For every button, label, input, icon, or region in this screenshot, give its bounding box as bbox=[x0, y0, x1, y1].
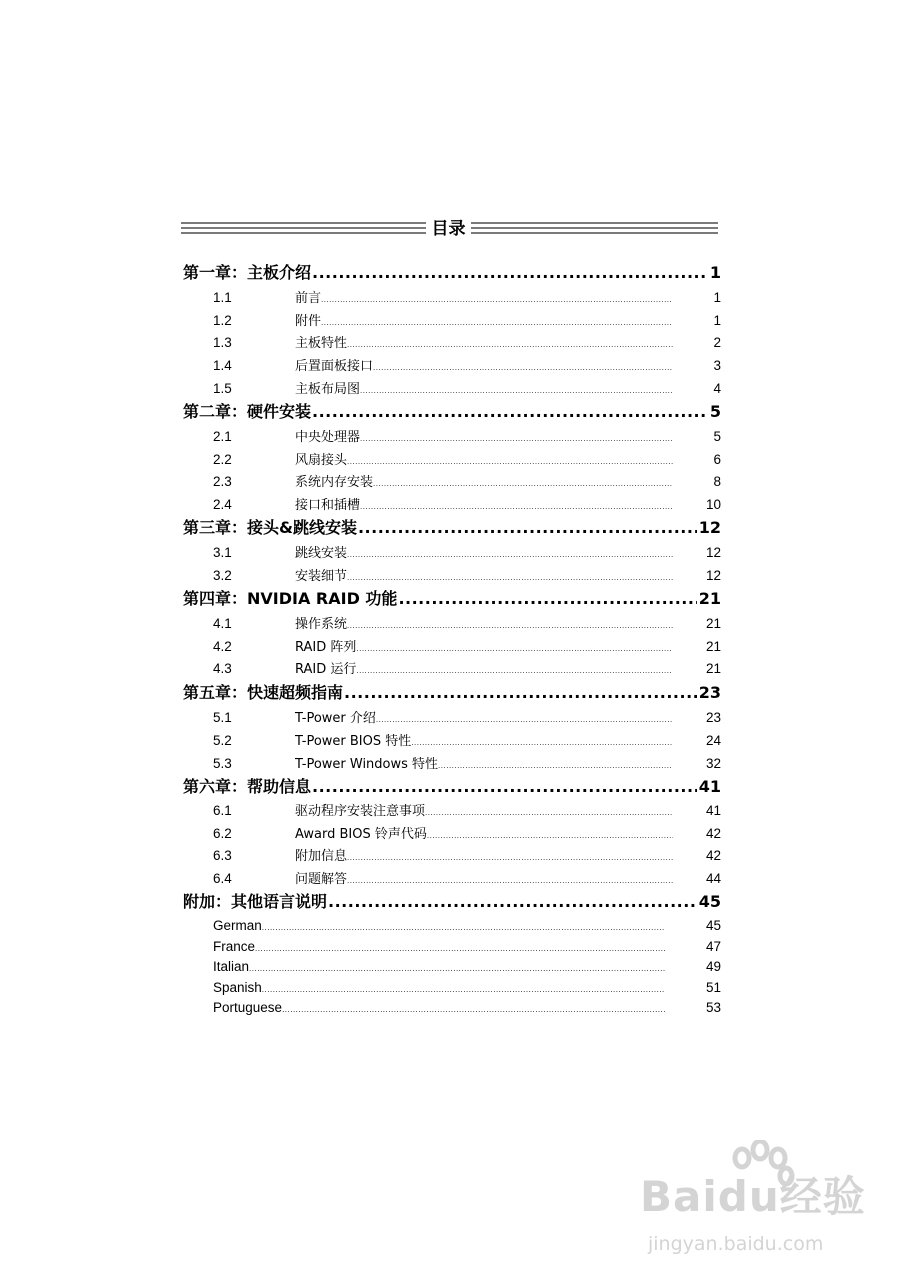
leader-dots bbox=[373, 357, 673, 379]
section-title: 后置面板接口 bbox=[295, 359, 374, 374]
section-page-number: 42 bbox=[705, 848, 721, 863]
section-title: 跳线安装 bbox=[295, 546, 348, 561]
section-number: 2.2 bbox=[213, 452, 232, 467]
section-row[interactable] bbox=[213, 449, 721, 471]
chapter-page-number: 1 bbox=[709, 263, 721, 282]
chapter-row[interactable] bbox=[183, 775, 721, 799]
section-row[interactable] bbox=[213, 800, 721, 822]
section-number: 1.4 bbox=[213, 358, 232, 373]
language-name: France bbox=[213, 939, 256, 954]
chapter-title: 第二章：硬件安装 bbox=[183, 402, 312, 421]
section-title: Award BIOS 铃声代码 bbox=[295, 827, 427, 842]
section-number: 2.1 bbox=[213, 429, 232, 444]
toc-title: 目录 bbox=[431, 219, 466, 239]
section-row[interactable] bbox=[213, 542, 721, 564]
leader-dots bbox=[356, 638, 673, 660]
leader-dots bbox=[360, 496, 673, 518]
section-number: 3.2 bbox=[213, 568, 232, 583]
chapter-row[interactable] bbox=[183, 587, 721, 611]
watermark-brand: Baidu经验 bbox=[640, 1172, 866, 1221]
section-row[interactable] bbox=[213, 426, 721, 448]
section-page-number: 3 bbox=[713, 358, 721, 373]
section-row[interactable] bbox=[213, 378, 721, 400]
section-title: 驱动程序安装注意事项 bbox=[295, 804, 426, 819]
section-title: 操作系统 bbox=[295, 617, 348, 632]
language-page-number: 45 bbox=[705, 918, 721, 933]
leader-dots bbox=[411, 732, 673, 754]
section-number: 2.4 bbox=[213, 497, 232, 512]
section-number: 4.2 bbox=[213, 639, 232, 654]
section-page-number: 8 bbox=[713, 474, 721, 489]
chapter-row[interactable] bbox=[183, 400, 721, 424]
section-row[interactable] bbox=[213, 355, 721, 377]
section-page-number: 21 bbox=[705, 639, 721, 654]
section-number: 2.3 bbox=[213, 474, 232, 489]
leader-dots bbox=[347, 567, 673, 589]
leader-dots bbox=[356, 660, 673, 682]
leader-dots bbox=[358, 516, 697, 540]
section-row[interactable] bbox=[213, 287, 721, 309]
language-row[interactable] bbox=[213, 957, 721, 977]
section-number: 5.1 bbox=[213, 710, 232, 725]
leader-dots bbox=[347, 451, 673, 473]
leader-dots bbox=[398, 587, 696, 611]
chapter-row[interactable] bbox=[183, 516, 721, 540]
chapter-title: 第六章：帮助信息 bbox=[183, 777, 312, 796]
section-row[interactable] bbox=[213, 845, 721, 867]
section-title: 主板特性 bbox=[295, 336, 348, 351]
leader-dots bbox=[425, 802, 673, 824]
leader-dots bbox=[312, 775, 697, 799]
section-number: 4.1 bbox=[213, 616, 232, 631]
leader-dots bbox=[360, 380, 673, 402]
section-page-number: 1 bbox=[713, 290, 721, 305]
section-row[interactable] bbox=[213, 494, 721, 516]
leader-dots bbox=[255, 939, 665, 959]
appendix-title: 附加：其他语言说明 bbox=[183, 892, 328, 911]
section-page-number: 21 bbox=[705, 661, 721, 676]
section-row[interactable] bbox=[213, 565, 721, 587]
section-row[interactable] bbox=[213, 868, 721, 890]
leader-dots bbox=[312, 400, 708, 424]
leader-dots bbox=[347, 544, 673, 566]
section-title: 附件 bbox=[295, 314, 322, 329]
leader-dots bbox=[312, 261, 708, 285]
section-number: 1.3 bbox=[213, 335, 232, 350]
appendix-page-number: 45 bbox=[698, 892, 721, 911]
language-name: German bbox=[213, 918, 262, 933]
section-page-number: 44 bbox=[705, 871, 721, 886]
language-name: Spanish bbox=[213, 980, 262, 995]
leader-dots bbox=[373, 473, 673, 495]
section-row[interactable] bbox=[213, 310, 721, 332]
section-page-number: 12 bbox=[705, 545, 721, 560]
language-page-number: 51 bbox=[705, 980, 721, 995]
section-row[interactable] bbox=[213, 707, 721, 729]
leader-dots bbox=[282, 1000, 665, 1020]
section-number: 6.2 bbox=[213, 826, 232, 841]
language-page-number: 49 bbox=[705, 959, 721, 974]
section-page-number: 2 bbox=[713, 335, 721, 350]
chapter-title: 第一章：主板介绍 bbox=[183, 263, 312, 282]
section-page-number: 12 bbox=[705, 568, 721, 583]
section-row[interactable] bbox=[213, 730, 721, 752]
section-number: 1.5 bbox=[213, 381, 232, 396]
section-title: RAID 运行 bbox=[295, 662, 357, 677]
chapter-page-number: 41 bbox=[698, 777, 721, 796]
language-name: Italian bbox=[213, 959, 250, 974]
section-title: 接口和插槽 bbox=[295, 498, 361, 513]
section-row[interactable] bbox=[213, 332, 721, 354]
baidu-jingyan-watermark bbox=[640, 1140, 870, 1275]
language-page-number: 53 bbox=[705, 1000, 721, 1015]
section-row[interactable] bbox=[213, 636, 721, 658]
language-row[interactable] bbox=[213, 978, 721, 998]
section-page-number: 5 bbox=[713, 429, 721, 444]
appendix-row[interactable] bbox=[183, 890, 721, 914]
section-title: 中央处理器 bbox=[295, 430, 361, 445]
section-number: 4.3 bbox=[213, 661, 232, 676]
language-page-number: 47 bbox=[705, 939, 721, 954]
chapter-row[interactable] bbox=[183, 681, 721, 705]
leader-dots bbox=[347, 615, 673, 637]
section-number: 1.2 bbox=[213, 313, 232, 328]
language-row[interactable] bbox=[213, 937, 721, 957]
section-number: 5.3 bbox=[213, 756, 232, 771]
chapter-page-number: 23 bbox=[698, 683, 721, 702]
section-title: T-Power 介绍 bbox=[295, 711, 376, 726]
language-row[interactable] bbox=[213, 998, 721, 1018]
section-row[interactable] bbox=[213, 613, 721, 635]
language-row[interactable] bbox=[213, 916, 721, 936]
section-title: 风扇接头 bbox=[295, 453, 348, 468]
section-page-number: 4 bbox=[713, 381, 721, 396]
title-rule-left bbox=[181, 222, 426, 235]
leader-dots bbox=[427, 825, 673, 847]
leader-dots bbox=[347, 334, 673, 356]
section-number: 5.2 bbox=[213, 733, 232, 748]
section-title: 系统内存安装 bbox=[295, 475, 374, 490]
leader-dots bbox=[262, 980, 665, 1000]
language-name: Portuguese bbox=[213, 1000, 283, 1015]
title-rule-right bbox=[471, 222, 718, 235]
leader-dots bbox=[328, 890, 697, 914]
section-title: RAID 阵列 bbox=[295, 640, 357, 655]
section-row[interactable] bbox=[213, 823, 721, 845]
section-title: T-Power BIOS 特性 bbox=[295, 734, 412, 749]
chapter-title: 第四章：NVIDIA RAID 功能 bbox=[183, 589, 398, 608]
chapter-page-number: 5 bbox=[709, 402, 721, 421]
section-page-number: 6 bbox=[713, 452, 721, 467]
section-row[interactable] bbox=[213, 658, 721, 680]
chapter-title: 第三章：接头&跳线安装 bbox=[183, 518, 357, 537]
section-row[interactable] bbox=[213, 753, 721, 775]
leader-dots bbox=[321, 289, 673, 311]
section-number: 3.1 bbox=[213, 545, 232, 560]
leader-dots bbox=[438, 755, 673, 777]
chapter-page-number: 12 bbox=[698, 518, 721, 537]
leader-dots bbox=[321, 312, 673, 334]
section-page-number: 23 bbox=[705, 710, 721, 725]
section-page-number: 10 bbox=[705, 497, 721, 512]
section-title: T-Power Windows 特性 bbox=[295, 757, 439, 772]
watermark-url: jingyan.baidu.com bbox=[648, 1233, 824, 1255]
section-title: 前言 bbox=[295, 291, 322, 306]
leader-dots bbox=[360, 428, 673, 450]
section-number: 1.1 bbox=[213, 290, 232, 305]
section-number: 6.3 bbox=[213, 848, 232, 863]
section-page-number: 21 bbox=[705, 616, 721, 631]
toc-header bbox=[181, 216, 718, 242]
leader-dots bbox=[376, 709, 673, 731]
section-row[interactable] bbox=[213, 471, 721, 493]
section-number: 6.1 bbox=[213, 803, 232, 818]
section-page-number: 42 bbox=[705, 826, 721, 841]
chapter-row[interactable] bbox=[183, 261, 721, 285]
section-title: 主板布局图 bbox=[295, 382, 361, 397]
chapter-title: 第五章：快速超频指南 bbox=[183, 683, 344, 702]
chapter-page-number: 21 bbox=[698, 589, 721, 608]
leader-dots bbox=[347, 847, 673, 869]
leader-dots bbox=[347, 870, 673, 892]
section-page-number: 24 bbox=[705, 733, 721, 748]
section-title: 附加信息 bbox=[295, 849, 348, 864]
section-title: 问题解答 bbox=[295, 872, 348, 887]
section-number: 6.4 bbox=[213, 871, 232, 886]
section-page-number: 1 bbox=[713, 313, 721, 328]
leader-dots bbox=[249, 959, 665, 979]
section-page-number: 41 bbox=[705, 803, 721, 818]
leader-dots bbox=[262, 918, 665, 938]
section-page-number: 32 bbox=[705, 756, 721, 771]
leader-dots bbox=[344, 681, 697, 705]
section-title: 安装细节 bbox=[295, 569, 348, 584]
